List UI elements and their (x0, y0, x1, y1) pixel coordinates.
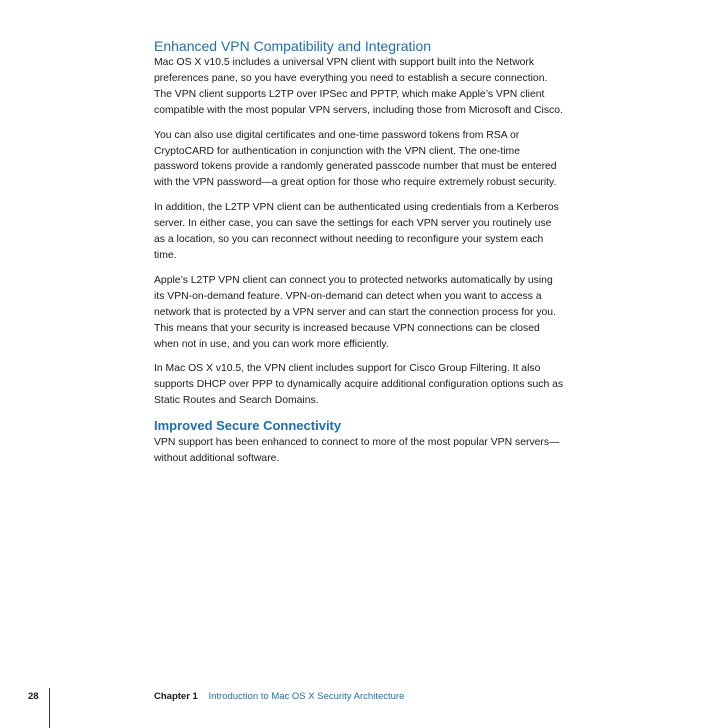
paragraph: You can also use digital certificates and one-time password tokens from RSA or CryptoCARD for authentication in conjunction with the VPN client. The one-time password tokens provide a randomly generated passcode number that must be entered with the VPN password—a great option for those who require extremely robust security. (154, 129, 557, 189)
section-heading-enhanced-vpn: Enhanced VPN Compatibility and Integration (154, 38, 432, 54)
chapter-title: Introduction to Mac OS X Security Architecture (208, 691, 405, 702)
paragraph: Mac OS X v10.5 includes a universal VPN client with support built into the Network preferences pane, so you have everything you need to establish a secure connection. The VPN client supports L2TP over IPSec and PPTP, which make Apple’s VPN client compatible with the most popular VPN servers, including those from Microsoft and Cisco. (154, 57, 563, 116)
chapter-label: Chapter 1 (154, 691, 198, 702)
paragraph: In addition, the L2TP VPN client can be authenticated using credentials from a Kerberos server. In either case, you can save the settings for each VPN server you routinely use as a location, so you can reconnect without needing to reconfigure your system each time. (154, 202, 559, 261)
page-number: 28 (28, 691, 39, 702)
paragraph: VPN support has been enhanced to connect to more of the most popular VPN servers—without additional software. (154, 437, 560, 465)
footer-chapter (154, 691, 404, 702)
section-heading-improved-connectivity: Improved Secure Connectivity (154, 418, 342, 434)
paragraph: Apple’s L2TP VPN client can connect you to protected networks automatically by using its VPN-on-demand feature. VPN-on-demand can detect when you want to access a network that is protected by a VPN server and can start the connection process for you. This means that your security is increased because VPN connections can be closed when not in use, and you can work more efficiently. (154, 274, 556, 350)
paragraph: In Mac OS X v10.5, the VPN client includes support for Cisco Group Filtering. It also supports DHCP over PPP to dynamically acquire additional configuration options such as Static Routes and Search Domains. (154, 363, 564, 407)
page-content (154, 38, 564, 476)
footer-divider (49, 688, 50, 728)
